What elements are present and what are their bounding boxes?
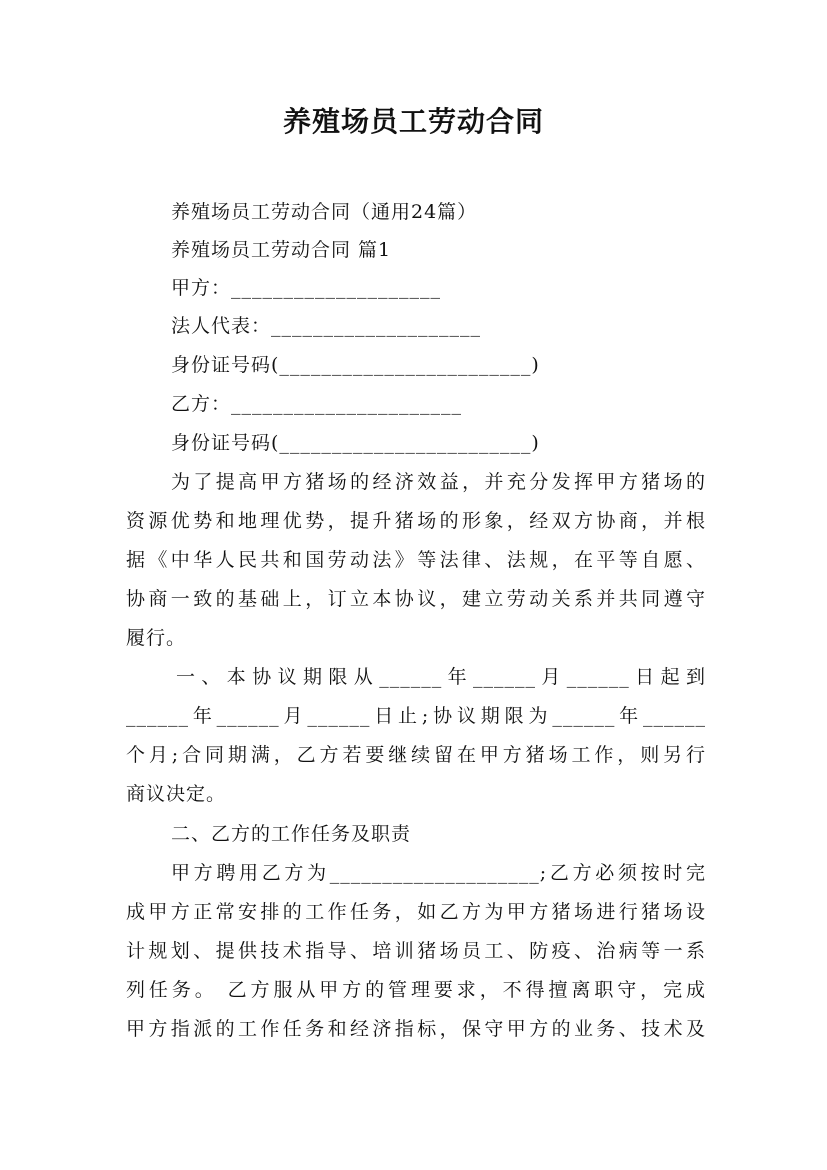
clause-two-line: 甲方聘用乙方为____________________;乙方必须按时完 bbox=[171, 862, 706, 884]
clause-one-line: 个月;合同期满，乙方若要继续留在甲方猪场工作，则另行 bbox=[126, 744, 706, 766]
party-a-field: 甲方：____________________ bbox=[171, 277, 442, 299]
clause-two-line: 甲方指派的工作任务和经济指标，保守甲方的业务、技术及 bbox=[126, 1018, 706, 1040]
clause-two-line: 列任务。 乙方服从甲方的管理要求，不得擅离职守，完成 bbox=[126, 979, 706, 1001]
party-b-field: 乙方：______________________ bbox=[171, 393, 463, 415]
paragraph-line: 协商一致的基础上，订立本协议，建立劳动关系并共同遵守 bbox=[126, 588, 706, 610]
section-heading: 养殖场员工劳动合同 篇1 bbox=[171, 239, 392, 261]
subtitle-line: 养殖场员工劳动合同（通用24篇） bbox=[171, 201, 478, 223]
clause-two-line: 计规划、提供技术指导、培训猪场员工、防疫、治病等一系 bbox=[126, 940, 706, 962]
document-title: 养殖场员工劳动合同 bbox=[282, 105, 544, 138]
clause-one-line: 一、本协议期限从______年______月______日起到 bbox=[176, 666, 706, 688]
clause-one-line: ______年______月______日止;协议期限为______年______ bbox=[126, 705, 706, 727]
party-b-id-field: 身份证号码(________________________) bbox=[171, 432, 540, 454]
paragraph-line: 据《中华人民共和国劳动法》等法律、法规，在平等自愿、 bbox=[126, 549, 706, 571]
legal-representative-field: 法人代表：____________________ bbox=[171, 315, 482, 337]
clause-two-line: 成甲方正常安排的工作任务，如乙方为甲方猪场进行猪场设 bbox=[126, 901, 706, 923]
clause-two-heading: 二、乙方的工作任务及职责 bbox=[171, 823, 412, 845]
paragraph-line: 履行。 bbox=[126, 627, 187, 649]
clause-one-line: 商议决定。 bbox=[126, 783, 227, 805]
paragraph-line: 为了提高甲方猪场的经济效益，并充分发挥甲方猪场的 bbox=[171, 471, 706, 493]
paragraph-line: 资源优势和地理优势，提升猪场的形象，经双方协商，并根 bbox=[126, 510, 706, 532]
party-a-id-field: 身份证号码(________________________) bbox=[171, 354, 540, 376]
